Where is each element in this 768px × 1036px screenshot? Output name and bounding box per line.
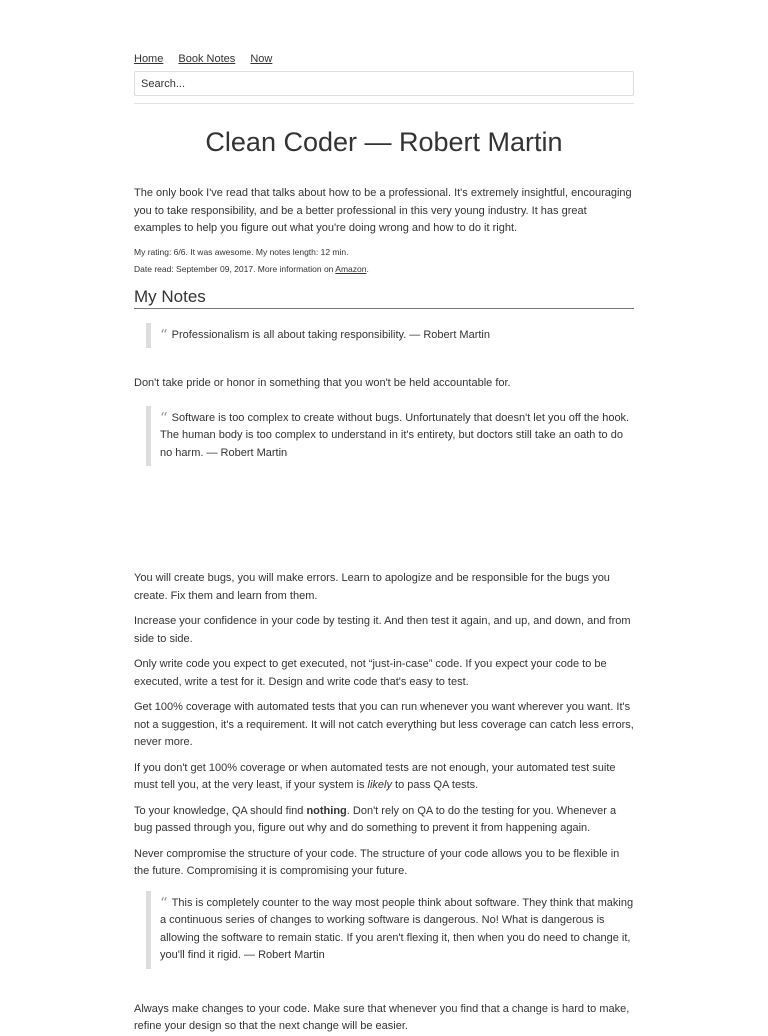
paragraph-text: . Don't rely on QA to do the testing for you. Whenever a bug passed through you, figure out why and do something to prevent it from happening again.	[134, 804, 617, 834]
paragraph-text: If you don't get 100% coverage or when automated tests are not enough, your automated test suite must tell you, at the very least, if your system is	[134, 761, 616, 791]
nav-link-book-notes[interactable]: Book Notes	[178, 53, 236, 65]
notes-heading: My Notes	[134, 286, 634, 309]
emphasis-text: likely	[367, 779, 392, 791]
date-line	[134, 261, 634, 279]
left-quote-icon: “	[160, 325, 168, 344]
rating-line: My rating: 6/6. It was awesome. My notes length: 12 min.	[134, 246, 349, 257]
note-paragraph: Don't take pride or honor in something that you won't be held accountable for.	[134, 377, 511, 389]
left-quote-icon: “	[160, 408, 168, 427]
note-paragraph: You will create bugs, you will make errors. Learn to apologize and be responsible for the bugs you create. Fix them and learn from them.	[134, 572, 610, 602]
amazon-link[interactable]: Amazon	[335, 264, 367, 274]
note-paragraph: Always make changes to your code. Make sure that whenever you find that a change is hard to make, refine your design so that the next change will be easier.	[134, 1002, 630, 1032]
paragraph-text: to pass QA tests.	[391, 779, 479, 791]
page-container	[134, 0, 634, 1036]
note-paragraph: Increase your confidence in your code by testing it. And then test it again, and up, and down, and from side to side.	[134, 615, 631, 645]
header-divider	[134, 103, 634, 104]
note-paragraph: Only write code you expect to get executed, not “just-in-case” code. If you expect your code to be executed, write a test for it. Design and write code that's easy to test.	[134, 658, 607, 688]
quote-text: Software is too complex to create without bugs. Unfortunately that doesn't let you off the hook. The human body is too complex to understand in it's entirety, but doctors still take an oath to do no harm. — Robert Martin	[160, 411, 630, 459]
note-paragraph: Get 100% coverage with automated tests that you can run whenever you want wherever you want. It's not a suggestion, it's a requirement. It will not catch everything but less coverage can catch less errors, never more.	[134, 701, 634, 748]
note-paragraph	[134, 760, 634, 795]
quote-text: Professionalism is all about taking responsibility. — Robert Martin	[171, 328, 490, 341]
left-quote-icon: “	[160, 893, 168, 912]
nav-link-now[interactable]: Now	[250, 53, 273, 65]
quote-block	[146, 323, 634, 349]
date-text: Date read: September 09, 2017. More information on	[134, 264, 336, 274]
page-title: Clean Coder — Robert Martin	[205, 127, 563, 157]
book-summary: The only book I've read that talks about how to be a professional. It's extremely insightful, encouraging you to take responsibility, and be a better professional in this very young industry. It has great examples to help you figure out what you're doing wrong and how to do it right.	[134, 187, 632, 234]
nav-link-home[interactable]: Home	[134, 53, 164, 65]
top-nav	[134, 0, 634, 68]
quote-block	[146, 406, 634, 467]
note-paragraph	[134, 803, 634, 838]
search-input[interactable]	[134, 71, 634, 96]
book-meta	[134, 244, 634, 279]
date-suffix: .	[366, 264, 369, 274]
strong-text: nothing	[306, 804, 347, 817]
paragraph-text: To your knowledge, QA should find	[134, 804, 307, 817]
note-paragraph: Never compromise the structure of your code. The structure of your code allows you to be flexible in the future. Compromising it is compromising your future.	[134, 847, 620, 877]
quote-block	[146, 891, 634, 969]
quote-text: This is completely counter to the way most people think about software. They think that making a continuous series of changes to working software is dangerous. No! What is dangerous is allowing the software to remain static. If you aren't flexing it, then when you do need to change it, you'll find it rigid. — Robert Martin	[160, 896, 634, 961]
